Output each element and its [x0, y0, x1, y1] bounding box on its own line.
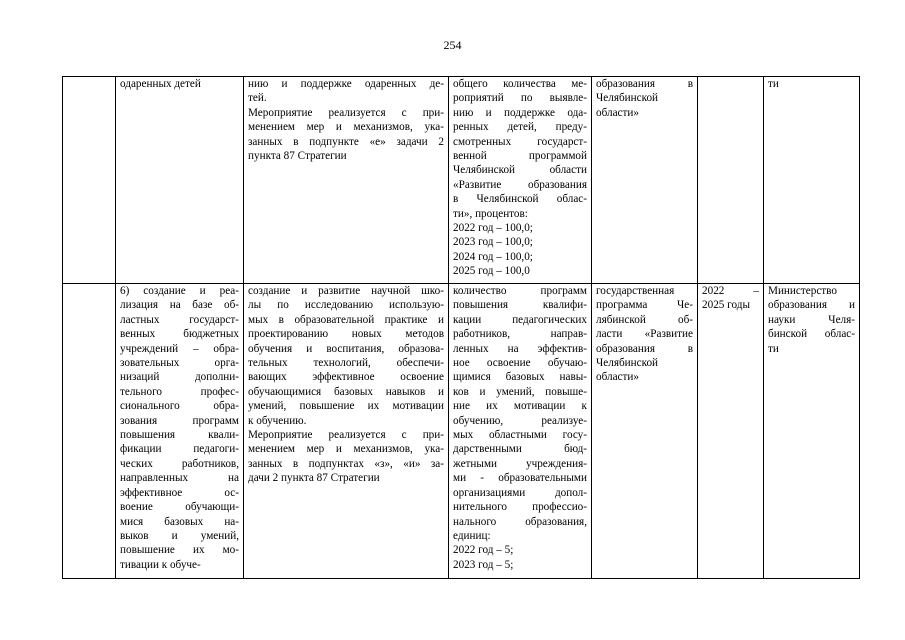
text-line: организациями допол-	[453, 486, 587, 499]
text-line: мых в образовательной практике и	[248, 313, 444, 326]
text-line: дарственными бюд-	[453, 443, 587, 456]
text-line: ласти «Развитие	[596, 328, 693, 341]
text-line: щимися базовых навы-	[453, 371, 587, 384]
text-line: программа Че-	[596, 299, 693, 312]
text-line: работников, направ-	[453, 328, 587, 341]
text-line: образования в	[596, 78, 693, 90]
text-line: жетными учреждения-	[453, 457, 587, 470]
text-line: к обучению.	[248, 414, 307, 427]
text-line: учреждений – обра-	[120, 342, 239, 355]
text-line: воение обучающи-	[120, 501, 239, 514]
text-line: менением мер и механизмов, ука-	[248, 443, 444, 456]
table-row	[63, 284, 860, 579]
text-line: Челябинской	[596, 92, 659, 105]
text-line: 2023 год – 5;	[453, 558, 514, 571]
text-line: «Развитие образования	[453, 178, 587, 191]
text-line: единиц:	[453, 529, 491, 542]
text-line: Министерство	[768, 285, 837, 297]
text-line: ти	[768, 78, 779, 90]
text-line: 2025 год – 100,0	[453, 265, 530, 278]
cell-number	[63, 77, 116, 284]
text-line: ное освоение обучаю-	[453, 357, 587, 370]
text-line: нию и поддержке одаренных де-	[248, 78, 444, 90]
text-line: эффективное ос-	[120, 486, 239, 499]
text-line: дачи 2 пункта 87 Стратегии	[248, 472, 380, 485]
program-table	[62, 76, 860, 579]
text-line: 2023 год – 100,0;	[453, 236, 533, 249]
text-line: зовательных орга-	[120, 357, 239, 370]
text-line: образования в	[596, 342, 693, 355]
text-line: ков и умений, повыше-	[453, 385, 587, 398]
cell-indicator	[449, 284, 592, 579]
text-line: области»	[596, 106, 639, 119]
cell-period	[698, 77, 764, 284]
text-line: вающих эффективное освоение	[248, 371, 444, 384]
text-line: пункта 87 Стратегии	[248, 150, 347, 163]
text-line: области»	[596, 371, 639, 384]
text-line: повышения квалифи-	[453, 299, 587, 312]
text-line: Мероприятие реализуется с при-	[248, 106, 444, 119]
page-number: 254	[443, 38, 462, 52]
text-line: 2024 год – 100,0;	[453, 250, 533, 263]
text-line: ренных детей, преду-	[453, 121, 587, 134]
text-line: кации педагогических	[453, 313, 587, 326]
text-line: фикации педагоги-	[120, 443, 239, 456]
text-line: ние их мотивации к	[453, 400, 587, 413]
text-line: 2022 год – 5;	[453, 544, 514, 557]
text-line: повышение их мо-	[120, 544, 239, 557]
text-line: тельных технологий, обеспечи-	[248, 357, 444, 370]
text-line: зования программ	[120, 414, 239, 427]
text-line: повышения квали-	[120, 429, 239, 442]
text-line: образования и	[768, 299, 855, 312]
text-line: менением мер и механизмов, ука-	[248, 121, 444, 134]
text-line: мися базовых на-	[120, 515, 239, 528]
text-line: Мероприятие реализуется с при-	[248, 429, 444, 442]
text-line: количество программ	[453, 285, 587, 297]
text-line: ти	[768, 342, 779, 355]
cell-program	[592, 284, 698, 579]
text-line: обучения и воспитания, образова-	[248, 342, 444, 355]
text-line: общего количества ме-	[453, 78, 587, 90]
text-line: лизация на базе об-	[120, 299, 239, 312]
text-line: тей.	[248, 92, 267, 105]
text-line: 2025 годы	[702, 299, 750, 312]
text-line: мых областными госу-	[453, 429, 587, 442]
cell-program	[592, 77, 698, 284]
text-line: нию и поддержке ода-	[453, 106, 587, 119]
text-line: роприятий по выявле-	[453, 92, 587, 105]
text-line: Челябинской	[596, 357, 659, 370]
text-line: обучению, реализуе-	[453, 414, 587, 427]
cell-number	[63, 284, 116, 579]
text-line: смотренных государст-	[453, 135, 587, 148]
text-line: 2022 год – 100,0;	[453, 222, 533, 235]
text-line: обучающимися базовых навыков и	[248, 385, 444, 398]
text-line: венных бюджетных	[120, 328, 239, 341]
cell-responsible	[764, 77, 860, 284]
cell-activity	[244, 77, 449, 284]
text-line: бинской облас-	[768, 328, 855, 341]
cell-responsible	[764, 284, 860, 579]
text-line: лябинской об-	[596, 313, 693, 326]
text-line: низаций дополни-	[120, 371, 239, 384]
text-line: выков и умений,	[120, 529, 239, 542]
cell-task	[116, 284, 244, 579]
text-line: государственная	[596, 285, 675, 297]
text-line: ческих работников,	[120, 457, 239, 470]
text-line: ми - образовательными	[453, 472, 587, 485]
text-line: умений, повышение их мотивации	[248, 400, 444, 413]
text-line: проектированию новых методов	[248, 328, 444, 341]
text-line: создание и развитие научной шко-	[248, 285, 444, 297]
text-line: венной программой	[453, 150, 587, 163]
table-row	[63, 77, 860, 284]
text-line: занных в подпункте «е» задачи 2	[248, 135, 444, 148]
text-line: ти», процентов:	[453, 207, 528, 220]
text-line: сионального обра-	[120, 400, 239, 413]
text-line: ленных на эффектив-	[453, 342, 587, 355]
text-line: 2022 –	[702, 285, 759, 297]
text-line: лы по исследованию использую-	[248, 299, 444, 312]
cell-task	[116, 77, 244, 284]
text-line: науки Челя-	[768, 313, 855, 326]
text-line: тельного профес-	[120, 385, 239, 398]
text-line: 6) создание и реа-	[120, 285, 239, 297]
text-line: одаренных детей	[120, 78, 201, 90]
text-line: направленных на	[120, 472, 239, 485]
text-line: в Челябинской облас-	[453, 193, 587, 206]
cell-activity	[244, 284, 449, 579]
cell-indicator	[449, 77, 592, 284]
text-line: тивации к обуче-	[120, 558, 201, 571]
cell-period	[698, 284, 764, 579]
text-line: Челябинской области	[453, 164, 587, 177]
text-line: нального образования,	[453, 515, 587, 528]
text-line: занных в подпунктах «з», «и» за-	[248, 457, 444, 470]
text-line: нительного профессио-	[453, 501, 587, 514]
text-line: ластных государст-	[120, 313, 239, 326]
